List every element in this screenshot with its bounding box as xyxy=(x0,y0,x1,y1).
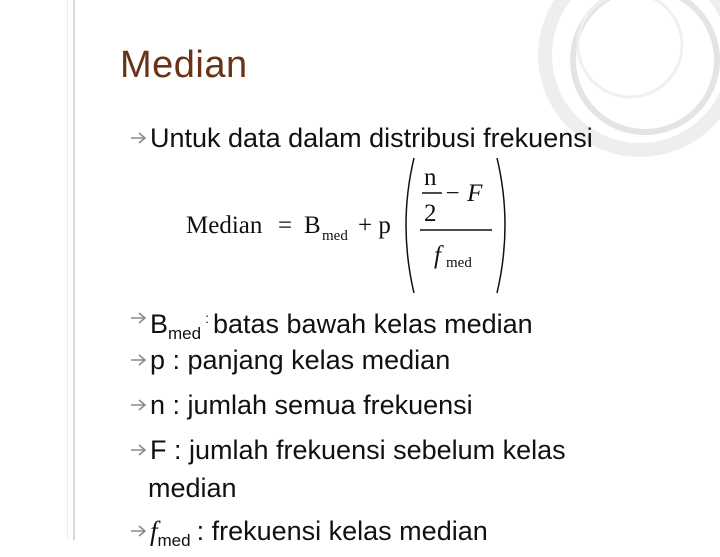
formula-b: B xyxy=(304,212,321,239)
left-rule-thin xyxy=(67,0,68,540)
bullet-text: F : jumlah frekuensi sebelum kelas xyxy=(150,435,566,465)
formula-lhs: Median xyxy=(186,212,263,239)
bullet-text: : frekuensi kelas median xyxy=(196,516,488,546)
bullet-arrow-icon xyxy=(130,524,148,538)
formula-plus-p: + p xyxy=(358,212,391,239)
bullet-item xyxy=(130,302,533,350)
formula-b-sub: med xyxy=(322,228,348,244)
bullet-continuation: median xyxy=(148,473,237,503)
bullet-symbol-sub: med xyxy=(157,531,191,550)
formula-eq: = xyxy=(278,212,293,239)
left-rule xyxy=(73,0,75,540)
bullet-text: Untuk data dalam distribusi frekuensi xyxy=(150,123,593,153)
bullet-arrow-icon xyxy=(130,311,148,325)
bullet-item xyxy=(130,434,566,466)
bullet-item xyxy=(130,389,473,421)
bullet-symbol: B xyxy=(150,309,169,339)
formula-num-2: 2 xyxy=(424,200,437,227)
bullet-symbol-sub: med xyxy=(168,324,202,343)
formula-minus-f: − F xyxy=(444,180,483,207)
formula-num-n: n xyxy=(424,164,437,191)
bullet-arrow-icon xyxy=(130,131,148,145)
formula-den-f: f xyxy=(434,242,441,269)
formula-den-sub: med xyxy=(446,255,472,271)
bullet-separator: : xyxy=(205,310,209,326)
bullet-text: batas bawah kelas median xyxy=(212,309,533,339)
left-paren-icon xyxy=(406,158,414,293)
median-formula xyxy=(186,153,516,298)
bullet-item xyxy=(130,122,593,154)
bullet-symbol: f xyxy=(150,516,158,546)
bullet-text: p : panjang kelas median xyxy=(150,345,451,375)
bullet-arrow-icon xyxy=(130,443,148,457)
slide-title: Median xyxy=(120,44,248,86)
bullet-item xyxy=(130,515,488,557)
bullet-item xyxy=(130,344,450,376)
right-paren-icon xyxy=(497,158,505,293)
bullet-text: n : jumlah semua frekuensi xyxy=(150,390,473,420)
bullet-arrow-icon xyxy=(130,353,148,367)
bullet-arrow-icon xyxy=(130,398,148,412)
